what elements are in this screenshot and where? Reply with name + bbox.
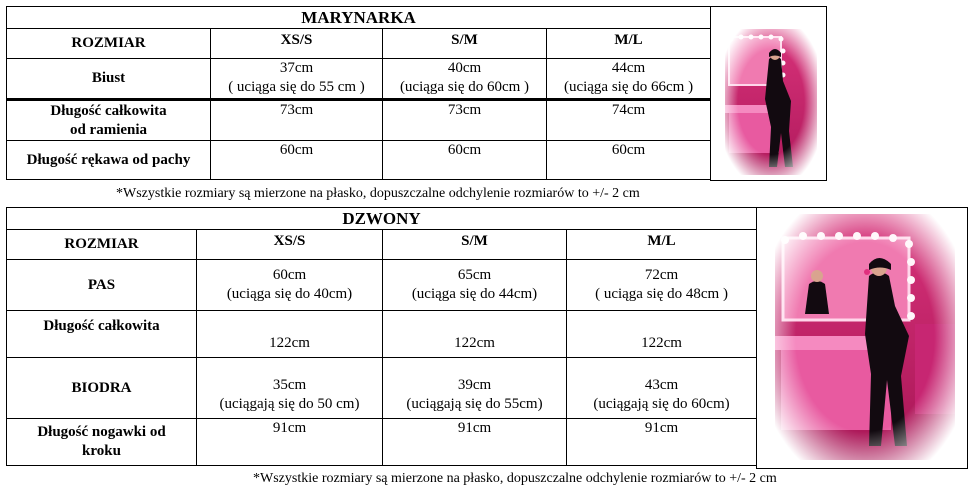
dzwony-biodra-s-m xyxy=(383,358,567,419)
dzwony-dlugosc-s-m: 122cm xyxy=(383,311,567,358)
cell-value: 35cm xyxy=(272,377,307,393)
marynarka-row-label-biust: Biust xyxy=(7,59,211,100)
marynarka-size-xs-s: XS/S xyxy=(211,29,383,59)
cell-note: (uciągają się do 60cm) xyxy=(593,396,730,412)
marynarka-row-label-rekaw: Długość rękawa od pachy xyxy=(7,141,211,180)
dzwony-row-label-biodra: BIODRA xyxy=(7,358,197,419)
dzwony-size-s-m: S/M xyxy=(383,230,567,260)
marynarka-size-table xyxy=(6,6,711,180)
marynarka-biust-s-m xyxy=(383,59,547,100)
marynarka-row-label-dlugosc xyxy=(7,100,211,141)
dzwony-biodra-xs-s xyxy=(197,358,383,419)
cell-value: 40cm xyxy=(447,60,482,76)
dzwony-dlugosc-m-l: 122cm xyxy=(567,311,757,358)
label-line-2: od ramienia xyxy=(69,121,148,138)
dzwony-biodra-m-l xyxy=(567,358,757,419)
dzwony-size-table xyxy=(6,207,757,466)
marynarka-biust-xs-s xyxy=(211,59,383,100)
marynarka-photo-frame xyxy=(710,6,827,181)
dzwony-dlugosc-xs-s: 122cm xyxy=(197,311,383,358)
dzwony-nogawka-xs-s: 91cm xyxy=(197,419,383,466)
dzwony-footnote: *Wszystkie rozmiary są mierzone na płasko, dopuszczalne odchylenie rozmiarów to +/- 2 cm xyxy=(253,471,777,486)
cell-value: 44cm xyxy=(611,60,646,76)
marynarka-title: MARYNARKA xyxy=(7,7,711,29)
dzwony-nogawka-s-m: 91cm xyxy=(383,419,567,466)
marynarka-dlugosc-m-l: 74cm xyxy=(547,100,711,141)
marynarka-footnote: *Wszystkie rozmiary są mierzone na płasko, dopuszczalne odchylenie rozmiarów to +/- 2 cm xyxy=(116,186,640,201)
cell-value: 65cm xyxy=(457,267,492,283)
cell-note: ( uciąga się do 55 cm ) xyxy=(228,79,365,95)
dzwony-row-label-dlugosc: Długość całkowita xyxy=(7,311,197,358)
cell-value: 72cm xyxy=(644,267,679,283)
marynarka-dlugosc-xs-s: 73cm xyxy=(211,100,383,141)
cell-value: 60cm xyxy=(272,267,307,283)
label-line-1: Długość całkowita xyxy=(50,102,167,119)
cell-note: (uciąga się do 40cm) xyxy=(226,286,353,302)
dzwony-nogawka-m-l: 91cm xyxy=(567,419,757,466)
marynarka-rekaw-m-l: 60cm xyxy=(547,141,711,180)
marynarka-size-label: ROZMIAR xyxy=(7,29,211,59)
dzwony-pas-xs-s xyxy=(197,260,383,311)
marynarka-model-photo xyxy=(725,29,817,175)
marynarka-size-s-m: S/M xyxy=(383,29,547,59)
cell-note: (uciąga się do 60cm ) xyxy=(399,79,530,95)
marynarka-biust-m-l xyxy=(547,59,711,100)
cell-note: ( uciąga się do 48cm ) xyxy=(595,286,728,302)
marynarka-size-m-l: M/L xyxy=(547,29,711,59)
cell-value: 39cm xyxy=(457,377,492,393)
dzwony-size-m-l: M/L xyxy=(567,230,757,260)
dzwony-size-xs-s: XS/S xyxy=(197,230,383,260)
dzwony-pas-m-l xyxy=(567,260,757,311)
label-line-1: Długość nogawki od xyxy=(37,424,166,440)
dzwony-row-label-nogawka xyxy=(7,419,197,466)
dzwony-pas-s-m xyxy=(383,260,567,311)
cell-note: (uciągają się do 50 cm) xyxy=(219,396,360,412)
cell-value: 43cm xyxy=(644,377,679,393)
cell-note: (uciągają się do 55cm) xyxy=(406,396,543,412)
dzwony-title: DZWONY xyxy=(7,208,757,230)
marynarka-rekaw-xs-s: 60cm xyxy=(211,141,383,180)
dzwony-photo-frame xyxy=(756,207,968,469)
dzwony-model-photo xyxy=(775,214,955,460)
marynarka-dlugosc-s-m: 73cm xyxy=(383,100,547,141)
dzwony-size-label: ROZMIAR xyxy=(7,230,197,260)
cell-note: (uciąga się do 66cm ) xyxy=(563,79,694,95)
cell-note: (uciąga się do 44cm) xyxy=(411,286,538,302)
marynarka-rekaw-s-m: 60cm xyxy=(383,141,547,180)
dzwony-row-label-pas: PAS xyxy=(7,260,197,311)
cell-value: 37cm xyxy=(279,60,314,76)
label-line-2: kroku xyxy=(82,443,121,459)
